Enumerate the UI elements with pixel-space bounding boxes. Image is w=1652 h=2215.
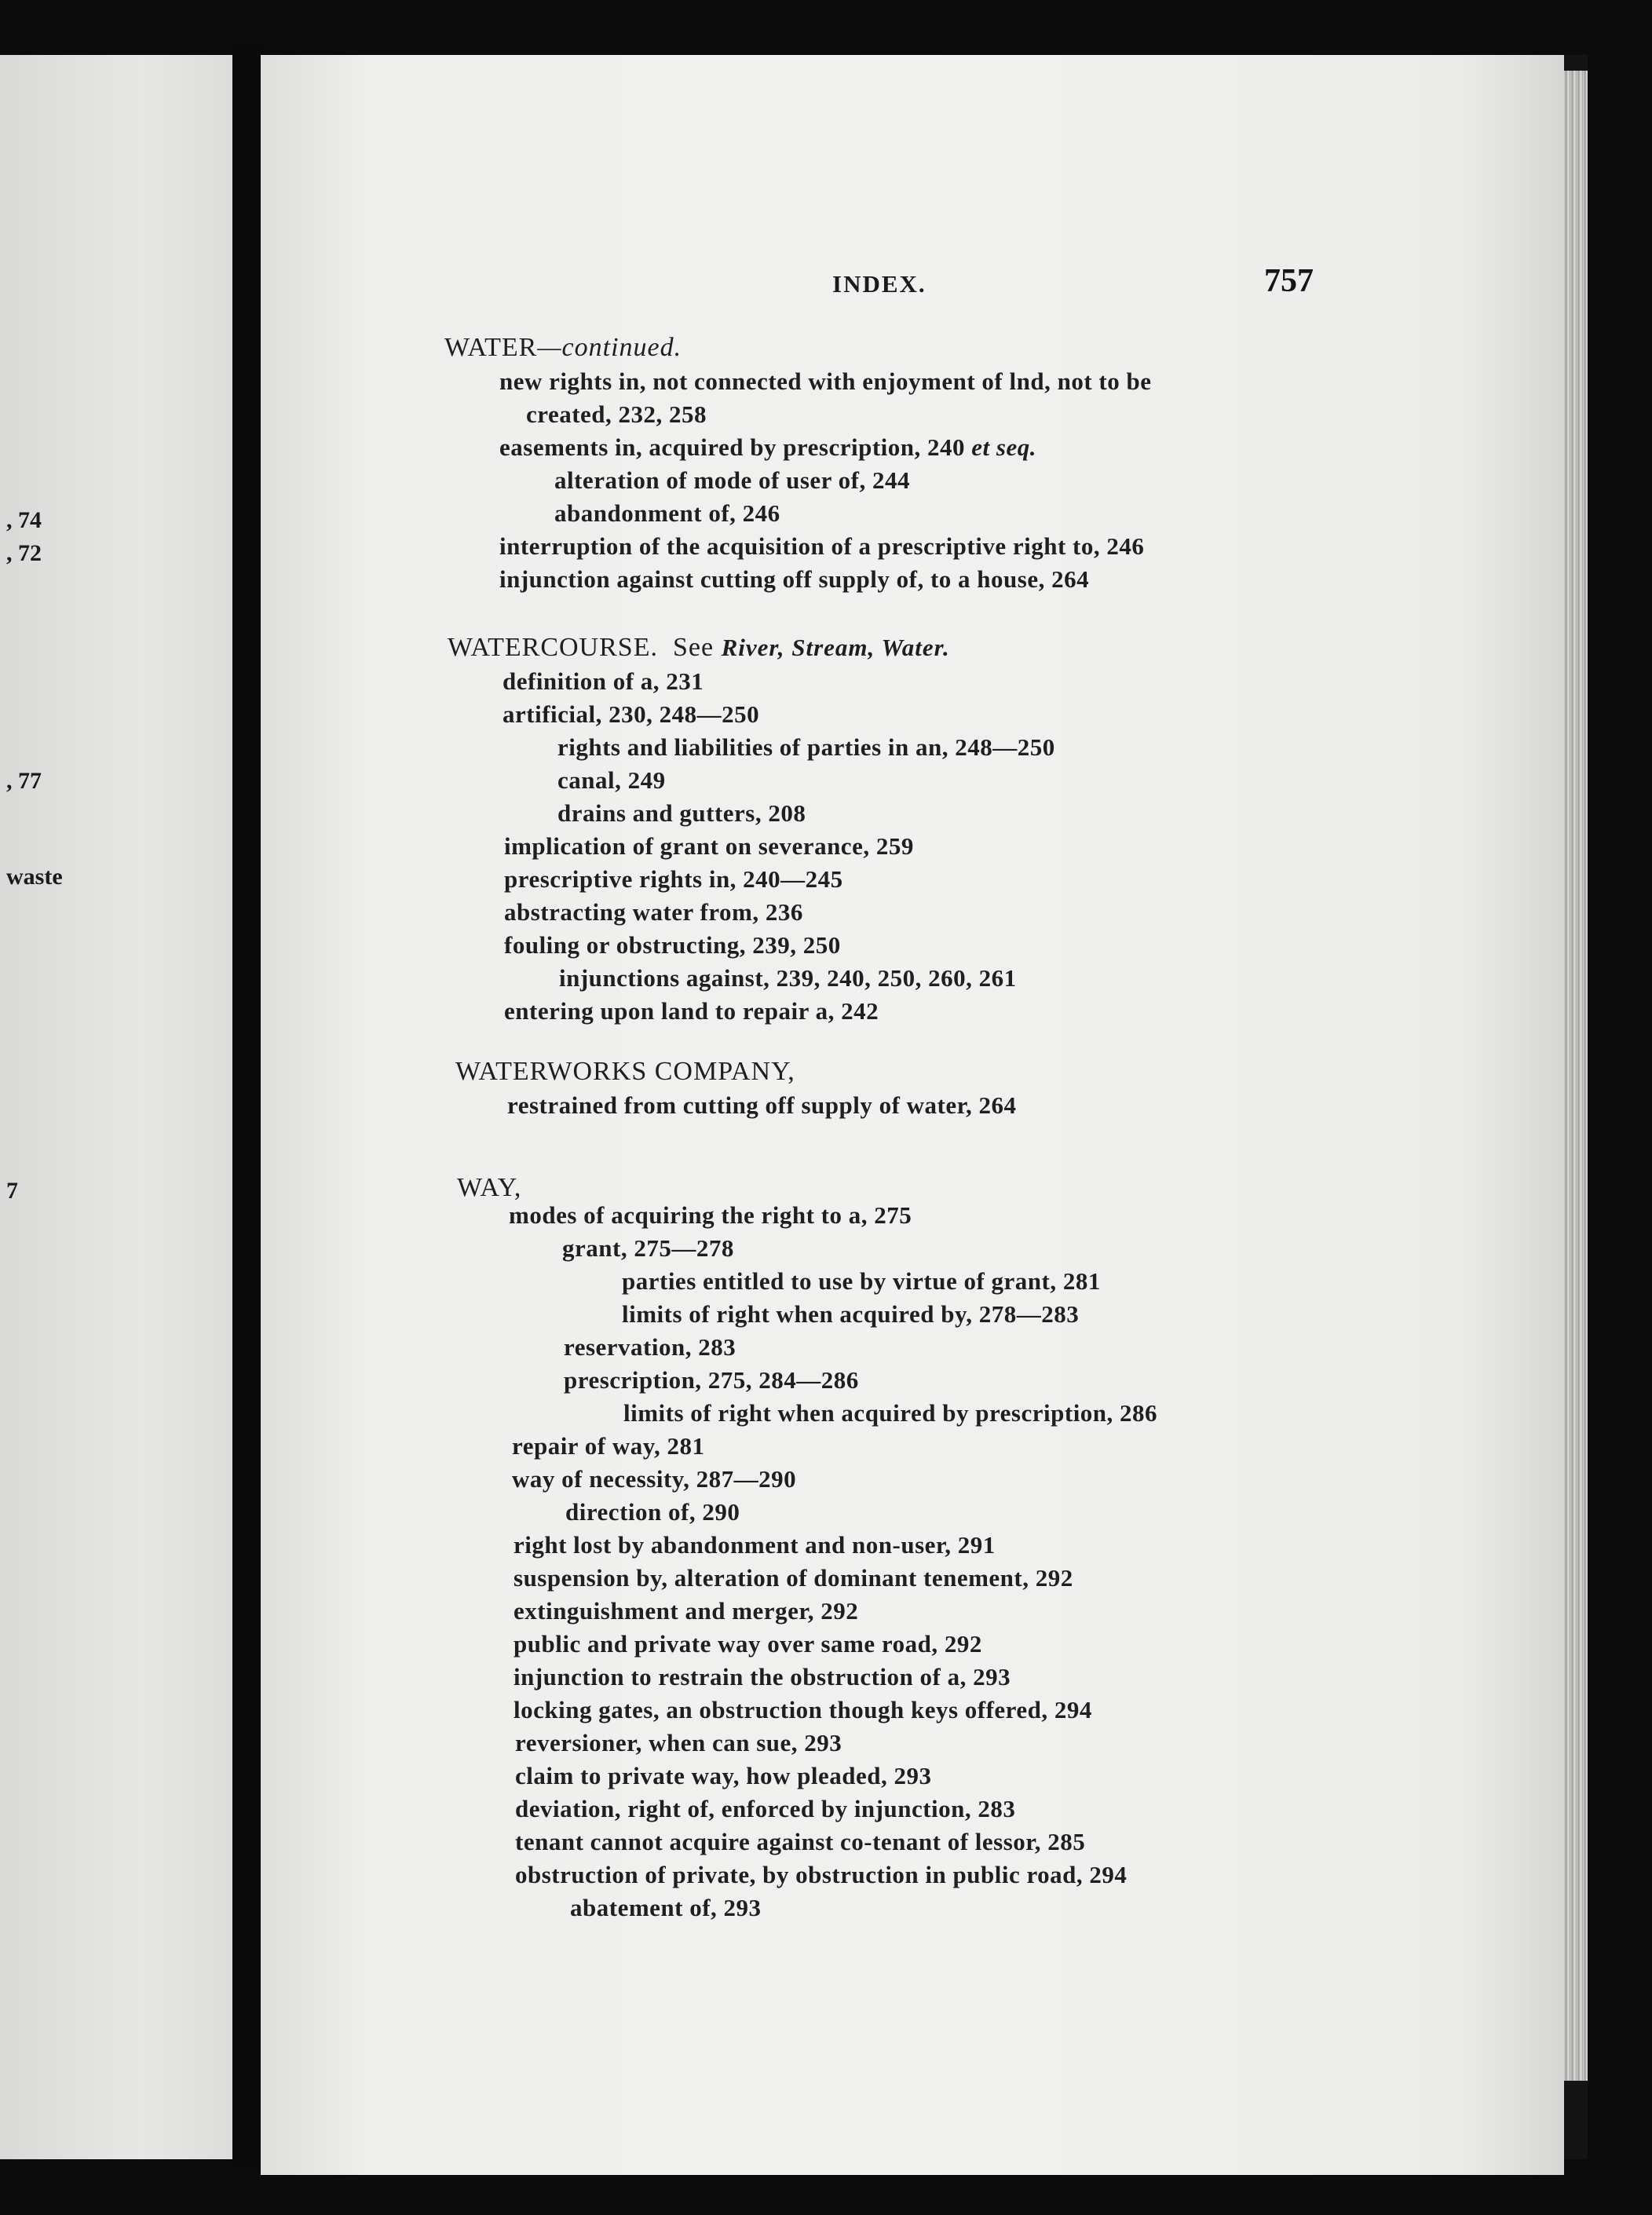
index-subentry: artificial, 230, 248—250 — [503, 700, 760, 728]
index-subentry: deviation, right of, enforced by injunction, 283 — [515, 1795, 1016, 1822]
index-subentry: prescriptive rights in, 240—245 — [504, 865, 843, 893]
see-reference: See — [672, 633, 715, 662]
subentry-text: easements in, acquired by prescription, 240 — [499, 433, 966, 461]
index-subentry: rights and liabilities of parties in an, 248—250 — [557, 733, 1055, 761]
index-subentry: abstracting water from, 236 — [504, 898, 803, 926]
index-subentry: restrained from cutting off supply of water, 264 — [507, 1091, 1017, 1119]
index-subentry: reservation, 283 — [564, 1333, 736, 1361]
heading-text: WATERCOURSE. — [448, 633, 658, 662]
page-number: 757 — [1264, 263, 1314, 299]
index-subentry: suspension by, alteration of dominant tenement, 292 — [514, 1564, 1073, 1592]
index-subentry: fouling or obstructing, 239, 250 — [504, 931, 841, 959]
index-subentry — [499, 433, 1036, 462]
index-subentry: entering upon land to repair a, 242 — [504, 997, 879, 1025]
index-subentry: limits of right when acquired by, 278—283 — [622, 1300, 1080, 1328]
heading-continued: —continued. — [537, 333, 682, 362]
index-subentry: interruption of the acquisition of a prescriptive right to, 246 — [499, 532, 1145, 560]
index-subentry: extinguishment and merger, 292 — [514, 1597, 859, 1625]
index-subentry: canal, 249 — [557, 766, 666, 794]
index-subentry: public and private way over same road, 292 — [514, 1630, 982, 1658]
index-subentry: reversioner, when can sue, 293 — [515, 1729, 842, 1756]
see-reference-italic: River, Stream, Water. — [721, 634, 950, 661]
facing-page — [0, 55, 236, 2159]
index-subentry: abandonment of, 246 — [554, 499, 780, 527]
right-scan-border — [1588, 0, 1652, 2215]
index-subentry: way of necessity, 287—290 — [512, 1465, 797, 1493]
index-subentry: injunction to restrain the obstruction of a, 293 — [514, 1663, 1011, 1690]
subentry-italic: et seq. — [971, 433, 1036, 461]
index-subentry: modes of acquiring the right to a, 275 — [509, 1201, 912, 1229]
facing-page-fragment: , 77 — [6, 768, 42, 794]
index-heading-watercourse — [448, 633, 950, 663]
facing-page-fragment: , 72 — [6, 540, 42, 566]
index-subentry: obstruction of private, by obstruction in public road, 294 — [515, 1861, 1128, 1888]
index-subentry: repair of way, 281 — [512, 1432, 705, 1460]
index-subentry: grant, 275—278 — [562, 1234, 734, 1262]
running-header-title: INDEX. — [832, 270, 927, 298]
facing-page-fragment: 7 — [6, 1178, 18, 1204]
index-subentry: locking gates, an obstruction though keys offered, 294 — [514, 1696, 1092, 1723]
index-subentry: drains and gutters, 208 — [557, 799, 806, 827]
index-subentry: prescription, 275, 284—286 — [564, 1366, 859, 1394]
heading-text: WATER — [444, 333, 538, 362]
index-subentry: injunction against cutting off supply of, to a house, 264 — [499, 565, 1090, 593]
index-subentry: direction of, 290 — [565, 1498, 740, 1526]
index-subentry: right lost by abandonment and non-user, 291 — [514, 1531, 996, 1559]
index-subentry: abatement of, 293 — [570, 1894, 762, 1921]
facing-page-fragment: , 74 — [6, 507, 42, 533]
book-spine — [232, 47, 261, 2167]
page-stack-edge — [1564, 71, 1588, 2081]
index-subentry: created, 232, 258 — [526, 400, 707, 428]
index-heading-way: WAY, — [457, 1173, 522, 1202]
index-subentry: definition of a, 231 — [503, 667, 704, 695]
index-heading-water — [444, 333, 682, 363]
index-subentry: claim to private way, how pleaded, 293 — [515, 1762, 932, 1789]
index-heading-waterworks-company: WATERWORKS COMPANY, — [455, 1057, 795, 1086]
index-subentry: injunctions against, 239, 240, 250, 260, 261 — [559, 964, 1017, 992]
index-subentry: limits of right when acquired by prescription, 286 — [623, 1399, 1158, 1427]
index-subentry: implication of grant on severance, 259 — [504, 832, 914, 860]
index-subentry: tenant cannot acquire against co-tenant of lessor, 285 — [515, 1828, 1086, 1855]
index-subentry: alteration of mode of user of, 244 — [554, 466, 910, 494]
index-subentry: parties entitled to use by virtue of grant, 281 — [622, 1267, 1101, 1295]
index-subentry: new rights in, not connected with enjoyment of lnd, not to be — [499, 367, 1152, 395]
facing-page-fragment: waste — [6, 864, 63, 890]
